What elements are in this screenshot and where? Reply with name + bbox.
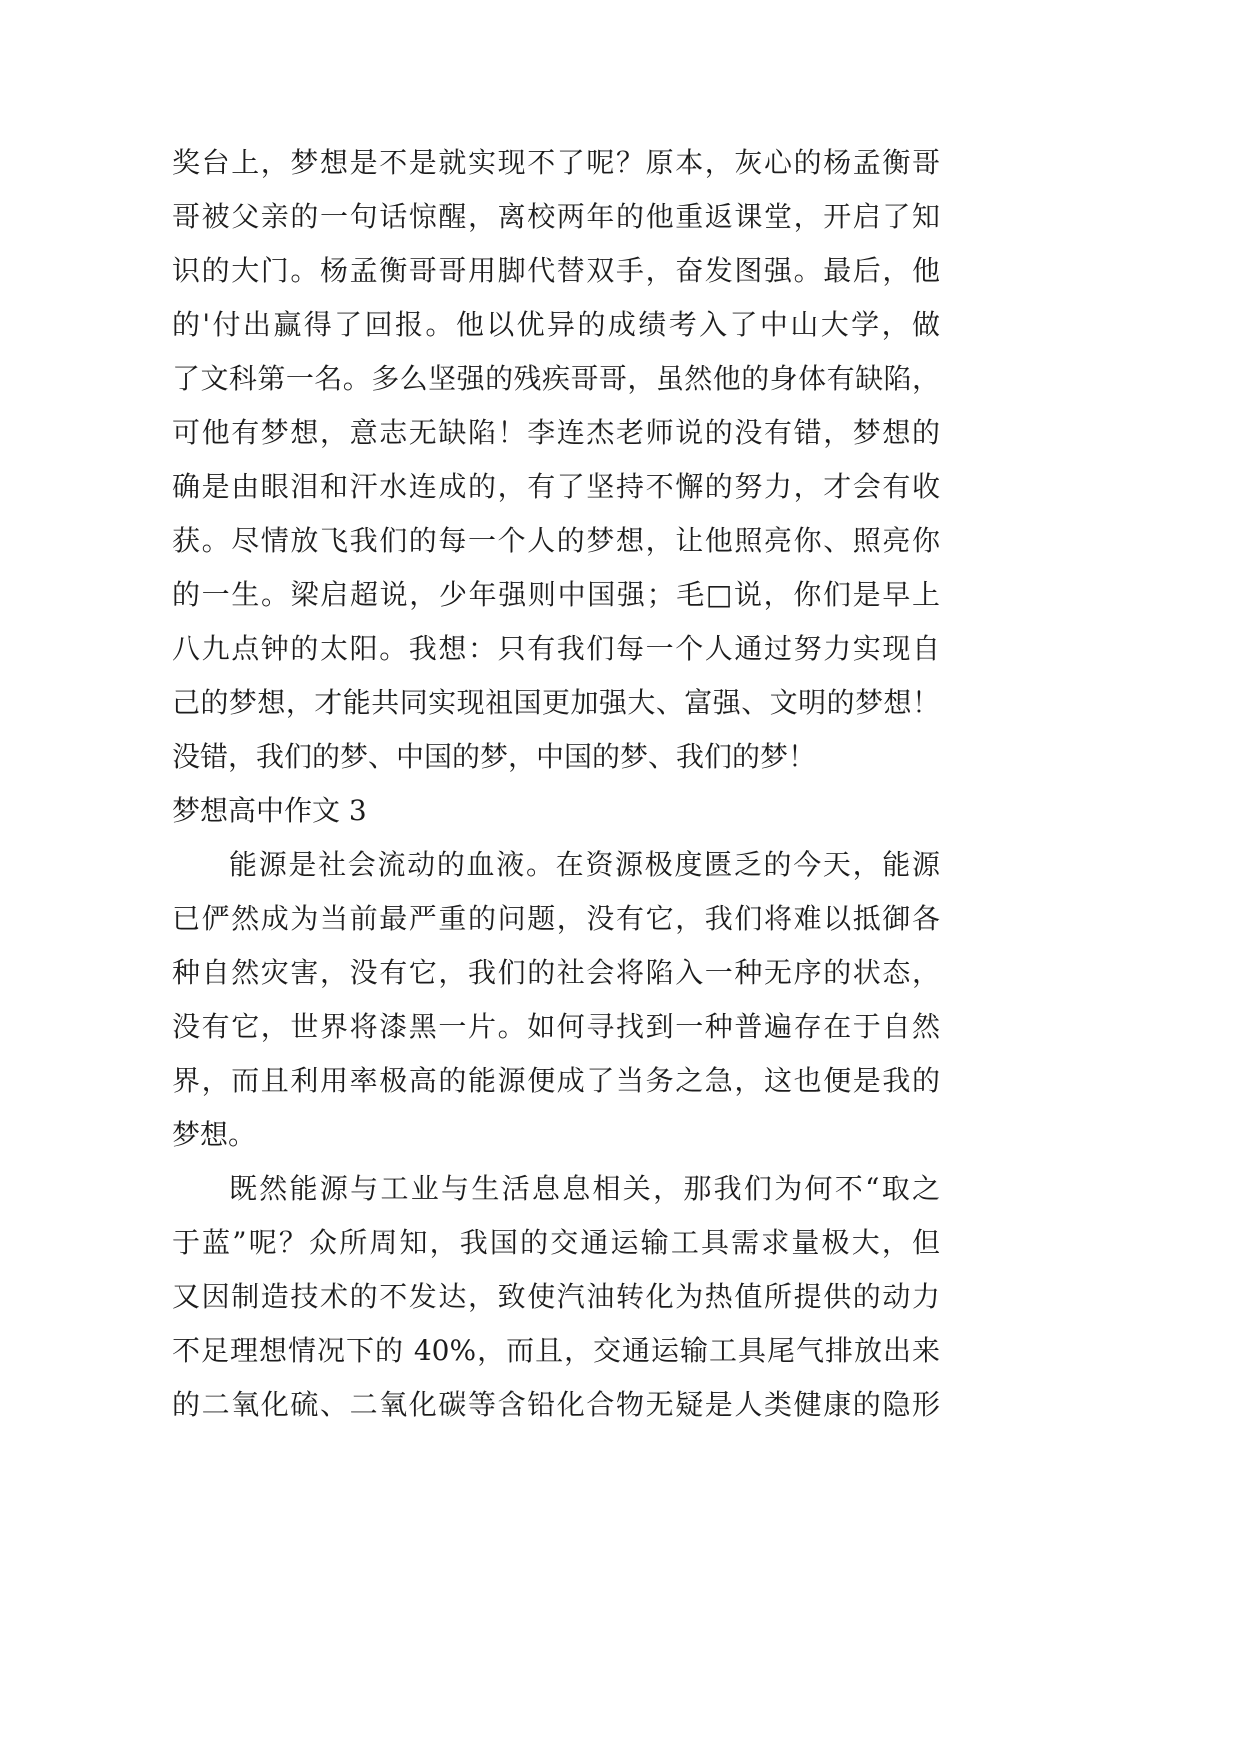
text-line: 获。尽情放飞我们的每一个人的梦想，让他照亮你、照亮你 xyxy=(172,524,940,557)
text-line: 梦想。 xyxy=(172,1118,257,1151)
text-line: 既然能源与工业与生活息息相关，那我们为何不“取之 xyxy=(229,1172,940,1205)
paragraph-continuation xyxy=(172,136,940,784)
text-line: 哥被父亲的一句话惊醒，离校两年的他重返课堂，开启了知 xyxy=(172,200,940,233)
text-line: 又因制造技术的不发达，致使汽油转化为热值所提供的动力 xyxy=(172,1280,940,1313)
text-line: 的一生。梁启超说，少年强则中国强；毛□说，你们是早上 xyxy=(172,578,940,611)
paragraph-energy-dream xyxy=(172,838,940,1162)
text-body xyxy=(172,136,940,1432)
text-line: 能源是社会流动的血液。在资源极度匮乏的今天，能源 xyxy=(229,848,940,881)
text-line: 没错，我们的梦、中国的梦，中国的梦、我们的梦！ xyxy=(172,740,817,773)
text-line: 种自然灾害，没有它，我们的社会将陷入一种无序的状态， xyxy=(172,956,940,989)
paragraph-transport xyxy=(172,1162,940,1432)
text-line: 于蓝”呢？众所周知，我国的交通运输工具需求量极大，但 xyxy=(172,1226,940,1259)
text-line: 没有它，世界将漆黑一片。如何寻找到一种普遍存在于自然 xyxy=(172,1010,940,1043)
text-line: 八九点钟的太阳。我想：只有我们每一个人通过努力实现自 xyxy=(172,632,940,665)
text-line: 奖台上，梦想是不是就实现不了呢？原本，灰心的杨孟衡哥 xyxy=(172,146,940,179)
text-line: 确是由眼泪和汗水连成的，有了坚持不懈的努力，才会有收 xyxy=(172,470,940,503)
text-line: 已俨然成为当前最严重的问题，没有它，我们将难以抵御各 xyxy=(172,902,940,935)
text-line: 识的大门。杨孟衡哥哥用脚代替双手，奋发图强。最后，他 xyxy=(172,254,940,287)
text-line: 不足理想情况下的 40%，而且，交通运输工具尾气排放出来 xyxy=(172,1334,940,1367)
text-line: 的'付出赢得了回报。他以优异的成绩考入了中山大学，做 xyxy=(172,308,940,341)
section-heading: 梦想高中作文 3 xyxy=(172,794,367,827)
text-line: 了文科第一名。多么坚强的残疾哥哥，虽然他的身体有缺陷， xyxy=(172,362,940,395)
text-line: 可他有梦想，意志无缺陷！李连杰老师说的没有错，梦想的 xyxy=(172,416,940,449)
text-line: 的二氧化硫、二氧化碳等含铅化合物无疑是人类健康的隐形 xyxy=(172,1388,940,1421)
text-line: 己的梦想，才能共同实现祖国更加强大、富强、文明的梦想！ xyxy=(172,686,940,719)
text-line: 界，而且利用率极高的能源便成了当务之急，这也便是我的 xyxy=(172,1064,940,1097)
